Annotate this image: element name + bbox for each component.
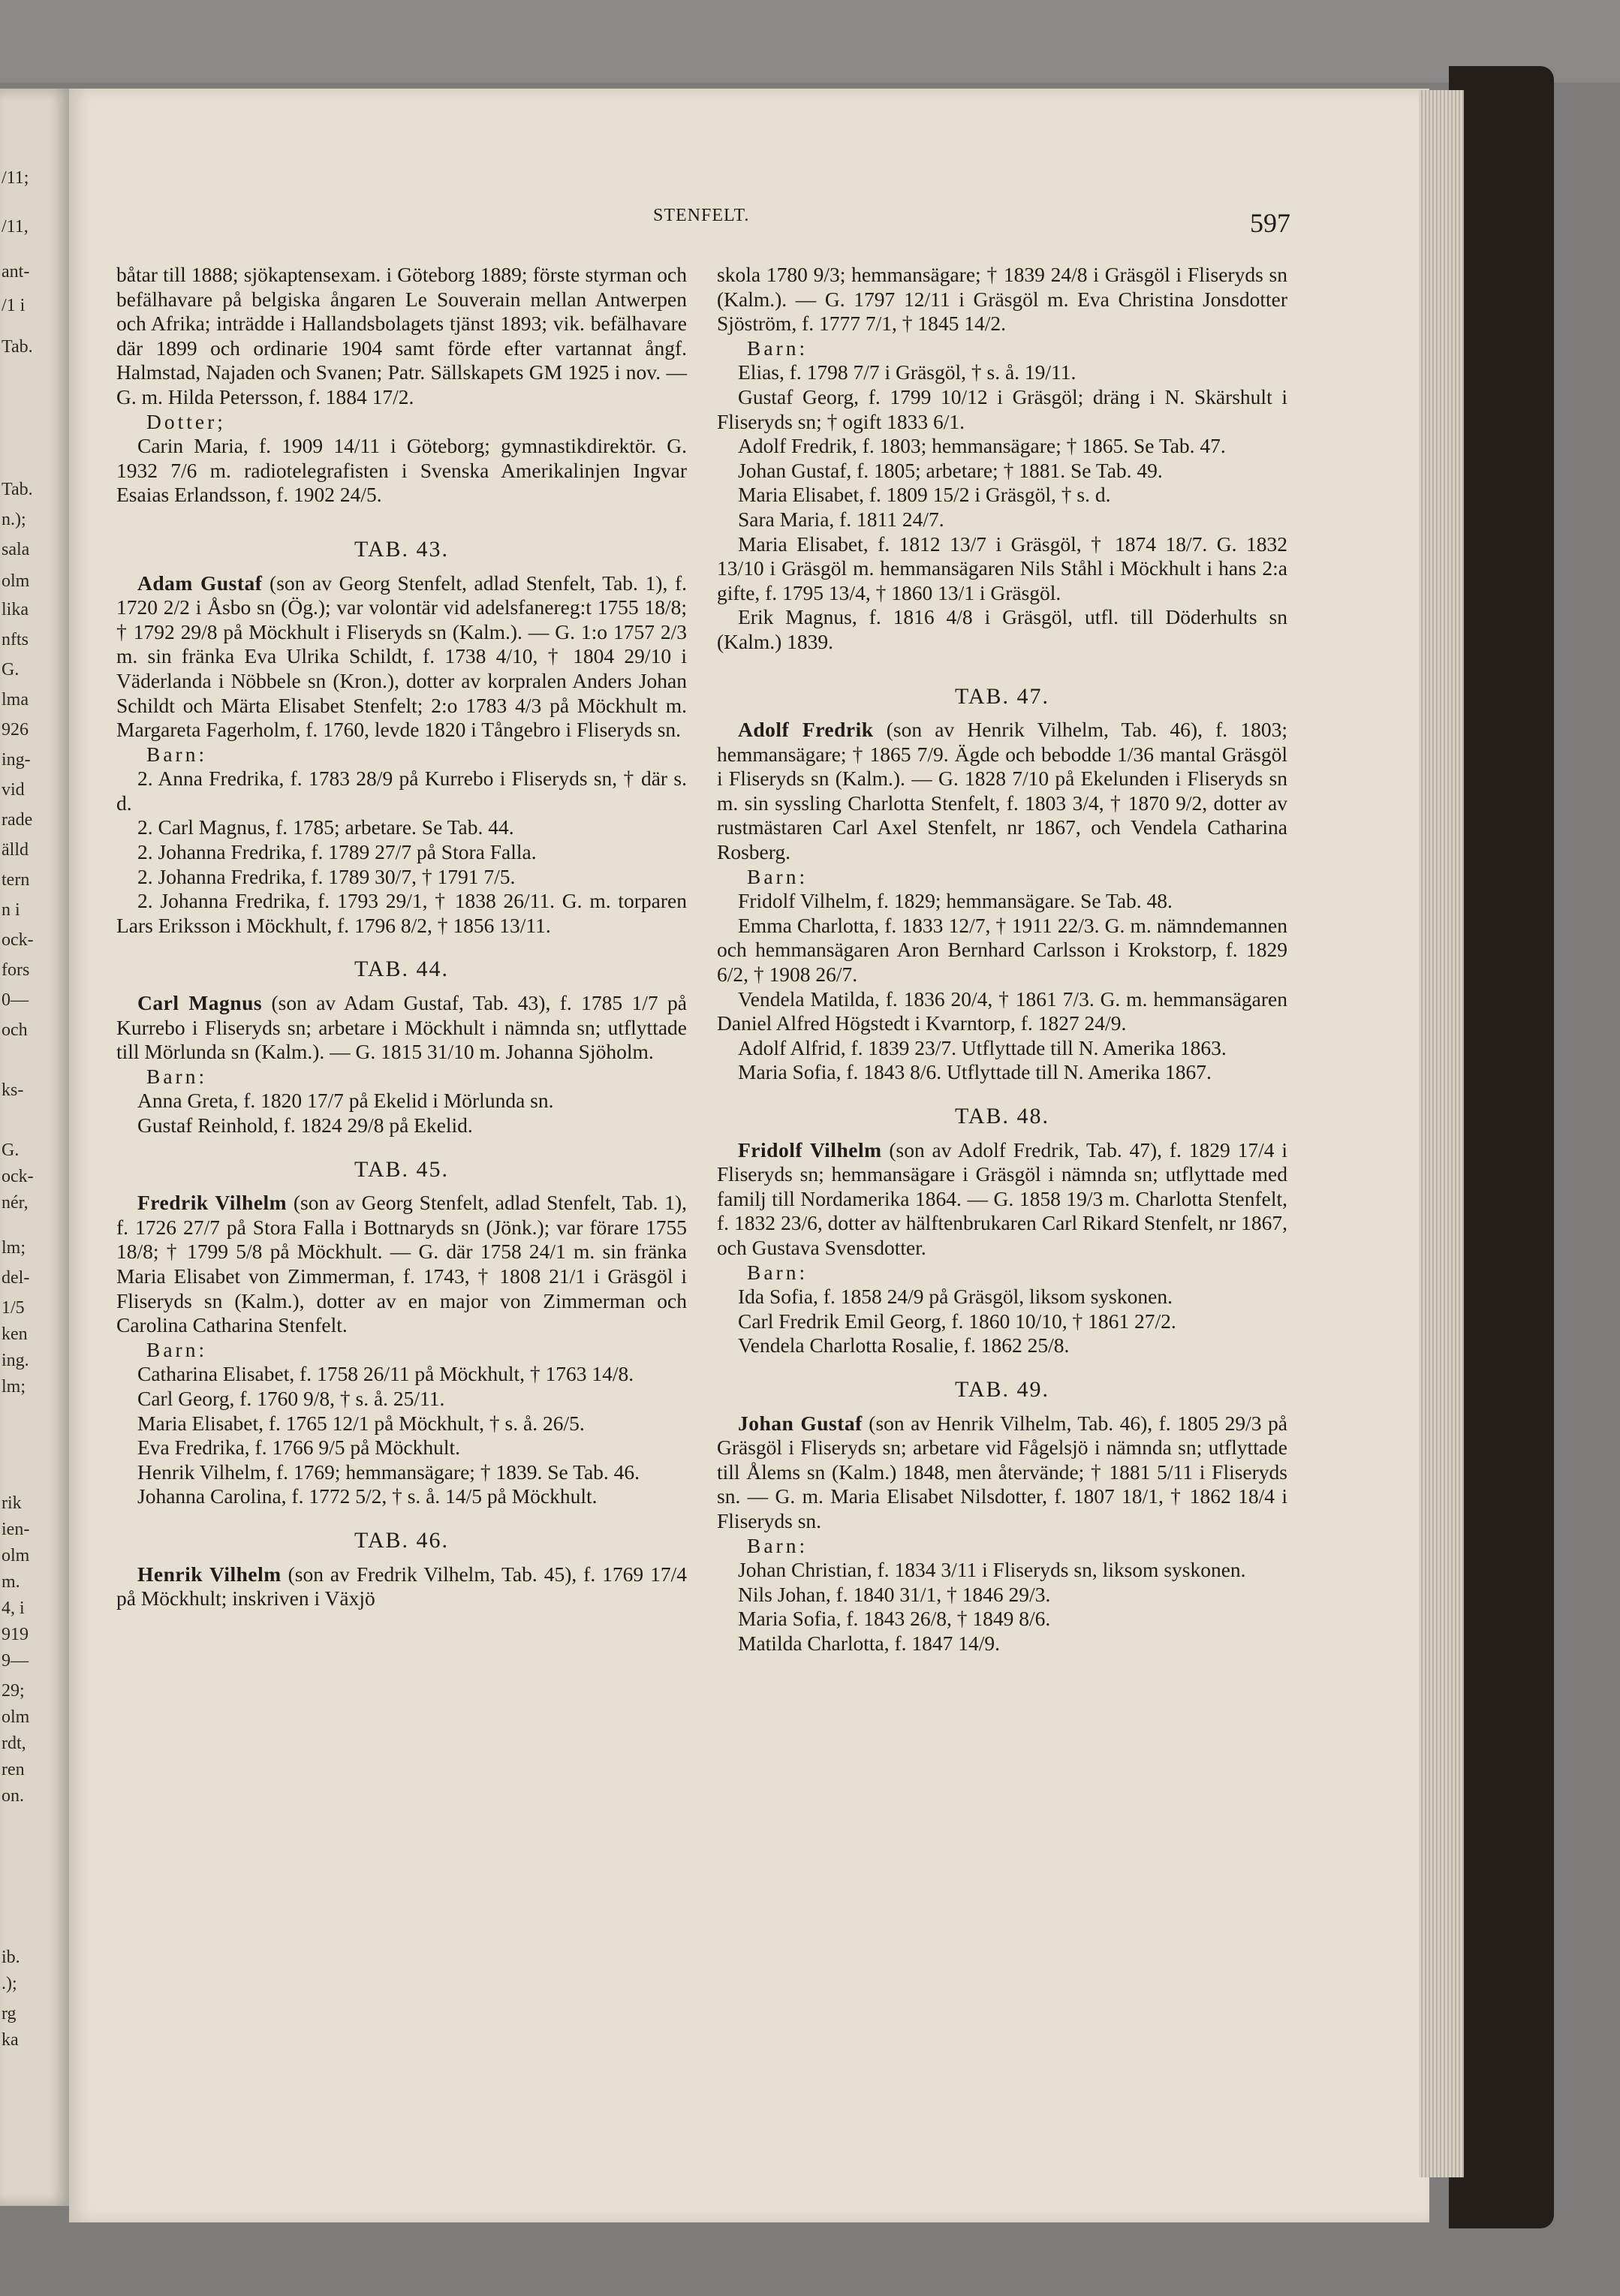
entry-child: Fridolf Vilhelm, f. 1829; hemmansägare. Se Tab. 48. — [738, 889, 1173, 913]
left-page-fragment: ant- — [2, 262, 30, 282]
left-page-fragment: olm — [2, 1546, 30, 1565]
left-page-fragment: ing. — [2, 1351, 29, 1370]
entry-text: (son av Georg Stenfelt, adlad Stenfelt, Tab. 1), f. 1720 2/2 i Åsbo sn (Ög.); var volontär vid adelsfanereg:t 1755 18/8; † 1792 29/8 på Möckhult i Fliseryds sn (Kalm.). — G. 1:o 1757 2/3 m. sin fränka Eva Ulrika Schildt, f. 1738 4/10, † 1804 29/10 i Väderlanda i Nöbbele sn (Kron.), dotter av korpralen Anders Johan Schildt och Märta Elisabet Stenfelt; 2:o 1783 4/3 på Möckhult m. Margareta Fagerholm, f. 1760, levde 1820 i Tångebro i Fliseryds sn. — [116, 571, 687, 742]
left-page-fragment: sala — [2, 540, 30, 559]
left-page-fragment: 9— — [2, 1651, 29, 1671]
left-page-fragment: /11; — [2, 168, 29, 188]
section-label: Dotter; — [146, 409, 226, 433]
scan-background — [0, 0, 1620, 83]
table-heading: TAB. 46. — [354, 1527, 450, 1553]
entry-child: Matilda Charlotta, f. 1847 14/9. — [738, 1631, 1001, 1655]
book-cover — [1449, 66, 1554, 2228]
entry-text: (son av Henrik Vilhelm, Tab. 46), f. 1803; hemmansägare; † 1865 7/9. Ägde och bebodde 1/36 mantal Gräsgöl i Fliseryds sn (Kalm.). — G. 1828 7/10 på Ekelunden i Fliseryds sn m. sin syssling Charlotta Stenfelt, f. 1803 3/4, † 1870 9/2, dotter av rustmästaren Carl Axel Stenfelt, nr 1867, och Vendela Catharina Rosberg. — [717, 718, 1287, 864]
table-heading: TAB. 49. — [954, 1376, 1050, 1402]
page-edges — [1419, 90, 1464, 2177]
entry-text: (son av Henrik Vilhelm, Tab. 46), f. 1805 29/3 på Gräsgöl i Fliseryds sn; arbetare vid Fågelsjö i nämnda sn; utflyttade till Ålems sn (Kalm.) 1848, men återvände; † 1881 5/11 i Fliseryds sn. — G. m. Maria Elisabet Nilsdotter, f. 1807 18/1, † 1862 18/4 i Fliseryds sn. — [717, 1411, 1287, 1532]
entry-child: Henrik Vilhelm, f. 1769; hemmansägare; † 1839. Se Tab. 46. — [137, 1460, 640, 1484]
left-page-fragment: lma — [2, 690, 29, 710]
left-page-fragment: /1 i — [2, 296, 26, 315]
left-page-fragment: n.); — [2, 510, 26, 529]
left-page-fragment: Tab. — [2, 480, 33, 499]
right-column — [717, 263, 1287, 1656]
table-heading: TAB. 44. — [354, 957, 450, 982]
left-page-fragment: nfts — [2, 630, 29, 649]
entry-name: Adam Gustaf — [137, 571, 263, 595]
section-label: Barn: — [747, 1260, 808, 1284]
entry-child: Maria Sofia, f. 1843 26/8, † 1849 8/6. — [738, 1607, 1051, 1631]
entry-main — [717, 1412, 1287, 1534]
entry-child: Erik Magnus, f. 1816 4/8 i Gräsgöl, utfl. till Döderhults sn (Kalm.) 1839. — [717, 605, 1287, 653]
entry-child: Emma Charlotta, f. 1833 12/7, † 1911 22/3. G. m. nämndemannen och hemmansägaren Aron Bernhard Carlsson i Krokstorp, f. 1829 6/2, † 1908 26/7. — [717, 913, 1287, 987]
entry-main — [116, 1191, 687, 1338]
left-page-fragment: rade — [2, 810, 33, 830]
entry-name: Fridolf Vilhelm — [738, 1137, 882, 1162]
table-heading: TAB. 45. — [354, 1156, 450, 1182]
left-page-fragment: rik — [2, 1493, 22, 1513]
left-page-fragment: ka — [2, 2030, 19, 2050]
entry-child: 2. Johanna Fredrika, f. 1789 30/7, † 1791 7/5. — [137, 864, 516, 888]
entry-child: Adolf Alfrid, f. 1839 23/7. Utflyttade till N. Amerika 1863. — [738, 1035, 1227, 1059]
entry-child: Catharina Elisabet, f. 1758 26/11 på Möckhult, † 1763 14/8. — [137, 1362, 634, 1386]
table-heading: TAB. 43. — [354, 536, 450, 562]
left-page-fragment: olm — [2, 571, 30, 591]
left-page-fragment: lm; — [2, 1238, 26, 1258]
entry-child: Elias, f. 1798 7/7 i Gräsgöl, † s. å. 19/11. — [738, 360, 1076, 384]
section-label: Barn: — [146, 1337, 208, 1361]
left-page-fragment: G. — [2, 660, 20, 679]
left-page-fragment: rdt, — [2, 1734, 26, 1753]
entry-child: Gustaf Reinhold, f. 1824 29/8 på Ekelid. — [137, 1113, 473, 1137]
entry-child: Johan Gustaf, f. 1805; arbetare; † 1881. Se Tab. 49. — [738, 458, 1163, 482]
left-page-fragment: ock- — [2, 930, 34, 950]
left-page-fragment: 1/5 — [2, 1298, 25, 1318]
left-page-fragment: fors — [2, 960, 30, 980]
entry-child: Maria Elisabet, f. 1765 12/1 på Möckhult, † s. å. 26/5. — [137, 1411, 585, 1435]
left-page-fragment: 926 — [2, 720, 29, 740]
section-label: Barn: — [747, 336, 808, 360]
entry-child: Carl Georg, f. 1760 9/8, † s. å. 25/11. — [137, 1386, 445, 1410]
entry-child: 2. Anna Fredrika, f. 1783 28/9 på Kurrebo i Fliseryds sn, † där s. d. — [116, 767, 687, 815]
left-page-fragments — [0, 89, 69, 2206]
entry-child: Vendela Matilda, f. 1836 20/4, † 1861 7/3. G. m. hemmansägaren Daniel Alfred Högstedt i Kvarntorp, f. 1827 24/9. — [717, 987, 1287, 1035]
left-page-fragment: lika — [2, 600, 29, 619]
running-head: STENFELT. — [653, 206, 750, 225]
entry-child: Johanna Carolina, f. 1772 5/2, † s. å. 14/5 på Möckhult. — [137, 1484, 598, 1508]
entry-name: Johan Gustaf — [738, 1411, 863, 1435]
entry-child: Maria Sofia, f. 1843 8/6. Utflyttade till N. Amerika 1867. — [738, 1060, 1212, 1084]
entry-child: Gustaf Georg, f. 1799 10/12 i Gräsgöl; dräng i N. Skärshult i Fliseryds sn; † ogift 1833 6/1. — [717, 384, 1287, 433]
left-page-fragment: ks- — [2, 1080, 24, 1100]
left-page-fragment: n i — [2, 900, 20, 920]
section-label: Barn: — [747, 864, 808, 888]
paragraph: skola 1780 9/3; hemmansägare; † 1839 24/8 i Gräsgöl i Fliseryds sn (Kalm.). — G. 1797 12/11 i Gräsgöl m. Eva Christina Jonsdotter Sjöström, f. 1777 7/1, † 1845 14/2. — [717, 263, 1287, 336]
entry-child: Maria Elisabet, f. 1812 13/7 i Gräsgöl, † 1874 18/7. G. 1832 13/10 i Gräsgöl m. hemmansägaren Nils Ståhl i Möckhult i hans 2:a gifte, f. 1795 13/4, † 1860 13/1 i Gräsgöl. — [717, 532, 1287, 604]
left-page-fragment: 0— — [2, 990, 29, 1010]
left-page-edge — [0, 89, 69, 2206]
entry-child: Johan Christian, f. 1834 3/11 i Fliseryds sn, liksom syskonen. — [738, 1558, 1246, 1582]
left-page-fragment: 29; — [2, 1681, 25, 1701]
entry-name: Carl Magnus — [137, 991, 263, 1015]
entry-child: Nils Johan, f. 1840 31/1, † 1846 29/3. — [738, 1582, 1051, 1606]
left-page-fragment: ken — [2, 1324, 28, 1344]
left-page-fragment: G. — [2, 1140, 20, 1160]
left-page-fragment: 919 — [2, 1625, 29, 1644]
entry-text: (son av Adam Gustaf, Tab. 43), f. 1785 1/7 på Kurrebo i Fliseryds sn; arbetare i Möckhult i nämnda sn; utflyttade till Mörlunda sn (Kalm.). — G. 1815 31/10 m. Johanna Sjöholm. — [116, 991, 687, 1064]
left-page-fragment: /11, — [2, 217, 29, 237]
left-page-fragment: 4, i — [2, 1598, 25, 1618]
table-heading: TAB. 48. — [954, 1104, 1050, 1128]
left-page-fragment: vid — [2, 780, 25, 800]
entry-child: 2. Carl Magnus, f. 1785; arbetare. Se Tab. 44. — [137, 815, 514, 839]
entry-main — [116, 571, 687, 743]
entry-child: Eva Fredrika, f. 1766 9/5 på Möckhult. — [137, 1436, 460, 1460]
entry-child: Sara Maria, f. 1811 24/7. — [738, 507, 944, 531]
left-page-fragment: ren — [2, 1760, 25, 1779]
entry-main — [717, 1138, 1287, 1261]
left-page-fragment: olm — [2, 1707, 30, 1727]
left-page-fragment: tern — [2, 870, 30, 890]
left-page-fragment: ib. — [2, 1948, 20, 1967]
entry-main — [116, 1562, 687, 1611]
entry-child: Adolf Fredrik, f. 1803; hemmansägare; † 1865. Se Tab. 47. — [738, 434, 1226, 458]
entry-text: (son av Adolf Fredrik, Tab. 47), f. 1829 17/4 i Fliseryds sn; hemmansägare i Gräsgöl i nämnda sn; utflyttade med familj till Nordamerika 1864. — G. 1858 19/3 m. Charlotta Stenfelt, f. 1832 23/6, dotter av hälftenbrukaren Carl Rikard Stenfelt, nr 1867, och Gustava Svensdotter. — [717, 1137, 1287, 1259]
left-page-fragment: del- — [2, 1268, 30, 1288]
entry-child: Maria Elisabet, f. 1809 15/2 i Gräsgöl, † s. d. — [738, 483, 1111, 507]
entry-text: (son av Fredrik Vilhelm, Tab. 45), f. 1769 17/4 på Möckhult; inskriven i Växjö — [116, 1562, 687, 1611]
entry-main — [116, 991, 687, 1065]
table-heading: TAB. 47. — [954, 683, 1050, 709]
left-page-fragment: .); — [2, 1974, 17, 1993]
entry-main — [717, 718, 1287, 865]
entry-name: Henrik Vilhelm — [137, 1562, 282, 1586]
page-number: 597 — [1250, 208, 1290, 238]
entry-name: Fredrik Vilhelm — [137, 1191, 288, 1215]
entry-child: Ida Sofia, f. 1858 24/9 på Gräsgöl, liksom syskonen. — [738, 1285, 1173, 1309]
left-page-fragment: on. — [2, 1786, 24, 1806]
left-page-fragment: ock- — [2, 1167, 34, 1186]
paragraph: båtar till 1888; sjökaptensexam. i Göteborg 1889; förste styrman och befälhavare på belgiska ångaren Le Souverain mellan Antwerpen och Afrika; inträdde i Hallandsbolagets tjänst 1893; vik. befälhavare där 1899 och ordinarie 1904 samt förde efter vartannat ångf. Halmstad, Najaden och Svanen; Patr. Sällskapets GM 1925 i nov. — G. m. Hilda Petersson, f. 1884 17/2. — [116, 263, 687, 408]
entry-child: Vendela Charlotta Rosalie, f. 1862 25/8. — [738, 1333, 1070, 1357]
section-label: Barn: — [146, 1064, 208, 1088]
entry-child: 2. Johanna Fredrika, f. 1789 27/7 på Stora Falla. — [137, 840, 537, 864]
section-label: Barn: — [146, 742, 208, 766]
left-page-fragment: Tab. — [2, 337, 33, 357]
left-page-fragment: lm; — [2, 1377, 26, 1397]
entry-text: (son av Georg Stenfelt, adlad Stenfelt, Tab. 1), f. 1726 27/7 på Stora Falla i Bottnaryds sn (Jönk.); var förare 1755 18/8; † 1799 5/8 på Möckhult. — G. där 1758 24/1 m. sin fränka Maria Elisabet von Zimmerman, f. 1743, † 1808 21/1 i Gräsgöl i Fliseryds sn (Kalm.), dotter av en major von Zimmerman och Carolina Catharina Stenfelt. — [116, 1191, 687, 1337]
left-page-fragment: m. — [2, 1572, 20, 1592]
entry-child: Carin Maria, f. 1909 14/11 i Göteborg; gymnastikdirektör. G. 1932 7/6 m. radiotelegrafisten i Svenska Amerikalinjen Ingvar Esaias Erlandsson, f. 1902 24/5. — [116, 434, 687, 507]
left-page-fragment: rg — [2, 2004, 17, 2023]
left-page-fragment: älld — [2, 840, 29, 860]
left-page-fragment: och — [2, 1020, 28, 1040]
entry-child: Carl Fredrik Emil Georg, f. 1860 10/10, † 1861 27/2. — [738, 1309, 1176, 1333]
section-label: Barn: — [747, 1533, 808, 1557]
entry-child: Anna Greta, f. 1820 17/7 på Ekelid i Mörlunda sn. — [137, 1089, 554, 1113]
left-page-fragment: ien- — [2, 1520, 30, 1539]
left-page-fragment: ing- — [2, 750, 31, 770]
left-page-fragment: nér, — [2, 1193, 29, 1213]
left-column — [116, 263, 687, 1611]
entry-name: Adolf Fredrik — [738, 718, 874, 742]
entry-child: 2. Johanna Fredrika, f. 1793 29/1, † 1838 26/11. G. m. torparen Lars Eriksson i Möckhult, f. 1796 8/2, † 1856 13/11. — [116, 889, 687, 937]
